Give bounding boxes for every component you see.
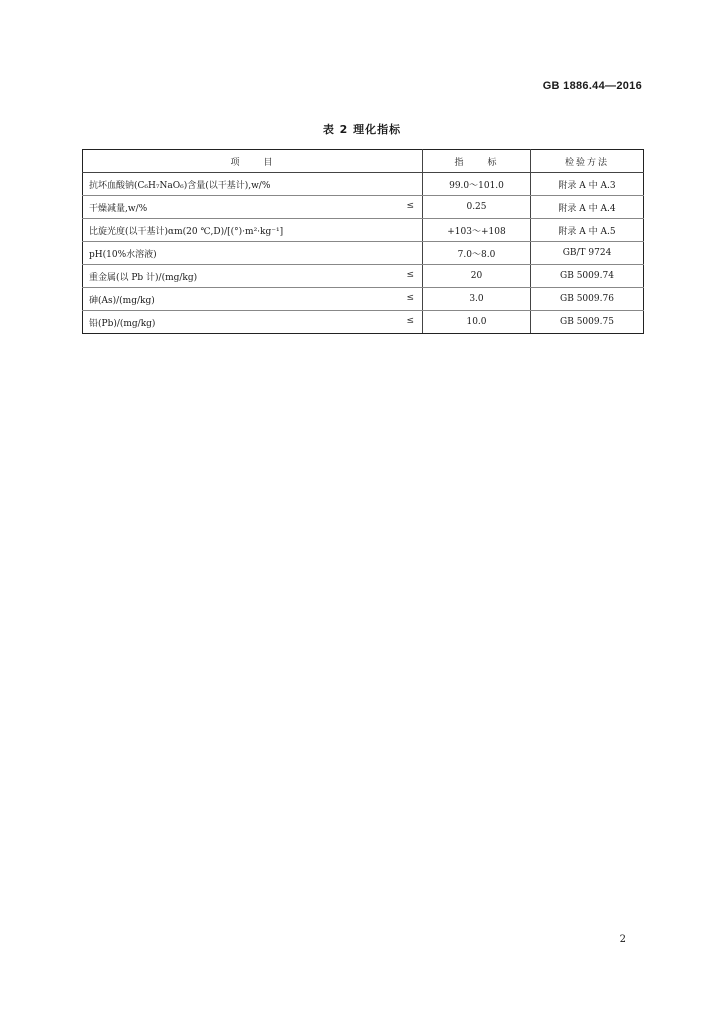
row-value-cell: 99.0～101.0 bbox=[423, 173, 531, 196]
row-value-cell: 10.0 bbox=[423, 311, 531, 334]
limit-symbol: ≤ bbox=[406, 315, 414, 326]
row-method-cell: GB/T 9724 bbox=[531, 242, 644, 265]
column-header-value: 指 标 bbox=[423, 150, 531, 173]
row-value-cell: 7.0～8.0 bbox=[423, 242, 531, 265]
table-row bbox=[83, 219, 644, 242]
row-item-label: 砷(As)/(mg/kg) bbox=[89, 295, 155, 306]
table-row bbox=[83, 173, 644, 196]
limit-symbol: ≤ bbox=[406, 269, 414, 280]
row-item-label: 干燥减量,w/% bbox=[89, 203, 148, 214]
row-method-cell: 附录 A 中 A.3 bbox=[531, 173, 644, 196]
limit-symbol: ≤ bbox=[406, 200, 414, 211]
row-method-cell: 附录 A 中 A.5 bbox=[531, 219, 644, 242]
row-method-cell: GB 5009.75 bbox=[531, 311, 644, 334]
row-item-cell bbox=[83, 242, 423, 265]
row-item-cell bbox=[83, 265, 423, 288]
row-item-label: 铅(Pb)/(mg/kg) bbox=[89, 318, 156, 329]
row-method-cell: GB 5009.74 bbox=[531, 265, 644, 288]
row-method-cell: 附录 A 中 A.4 bbox=[531, 196, 644, 219]
table-row bbox=[83, 196, 644, 219]
row-item-label: 比旋光度(以干基计)αm(20 ℃,D)/[(°)·m²·kg⁻¹] bbox=[89, 226, 284, 237]
row-value-cell: 20 bbox=[423, 265, 531, 288]
row-method-cell: GB 5009.76 bbox=[531, 288, 644, 311]
row-value-cell: 3.0 bbox=[423, 288, 531, 311]
column-header-method: 检验方法 bbox=[531, 150, 644, 173]
row-item-label: pH(10%水溶液) bbox=[89, 249, 157, 260]
column-header-item: 项 目 bbox=[83, 150, 423, 173]
row-value-cell: +103～+108 bbox=[423, 219, 531, 242]
table-row bbox=[83, 288, 644, 311]
table-row bbox=[83, 311, 644, 334]
table-row bbox=[83, 265, 644, 288]
row-item-cell bbox=[83, 219, 423, 242]
table-row bbox=[83, 242, 644, 265]
row-item-cell bbox=[83, 288, 423, 311]
row-item-cell bbox=[83, 196, 423, 219]
limit-symbol: ≤ bbox=[406, 292, 414, 303]
standard-number: GB 1886.44—2016 bbox=[542, 80, 642, 92]
row-item-cell bbox=[83, 311, 423, 334]
row-item-cell bbox=[83, 173, 423, 196]
table-caption: 表 2 理化指标 bbox=[322, 123, 402, 136]
row-item-label: 抗坏血酸钠(C₆H₇NaO₆)含量(以干基计),w/% bbox=[89, 180, 271, 191]
table-header-row bbox=[83, 150, 644, 173]
row-value-cell: 0.25 bbox=[423, 196, 531, 219]
page-number: 2 bbox=[619, 934, 626, 945]
specification-table bbox=[82, 149, 644, 334]
row-item-label: 重金属(以 Pb 计)/(mg/kg) bbox=[89, 272, 198, 283]
